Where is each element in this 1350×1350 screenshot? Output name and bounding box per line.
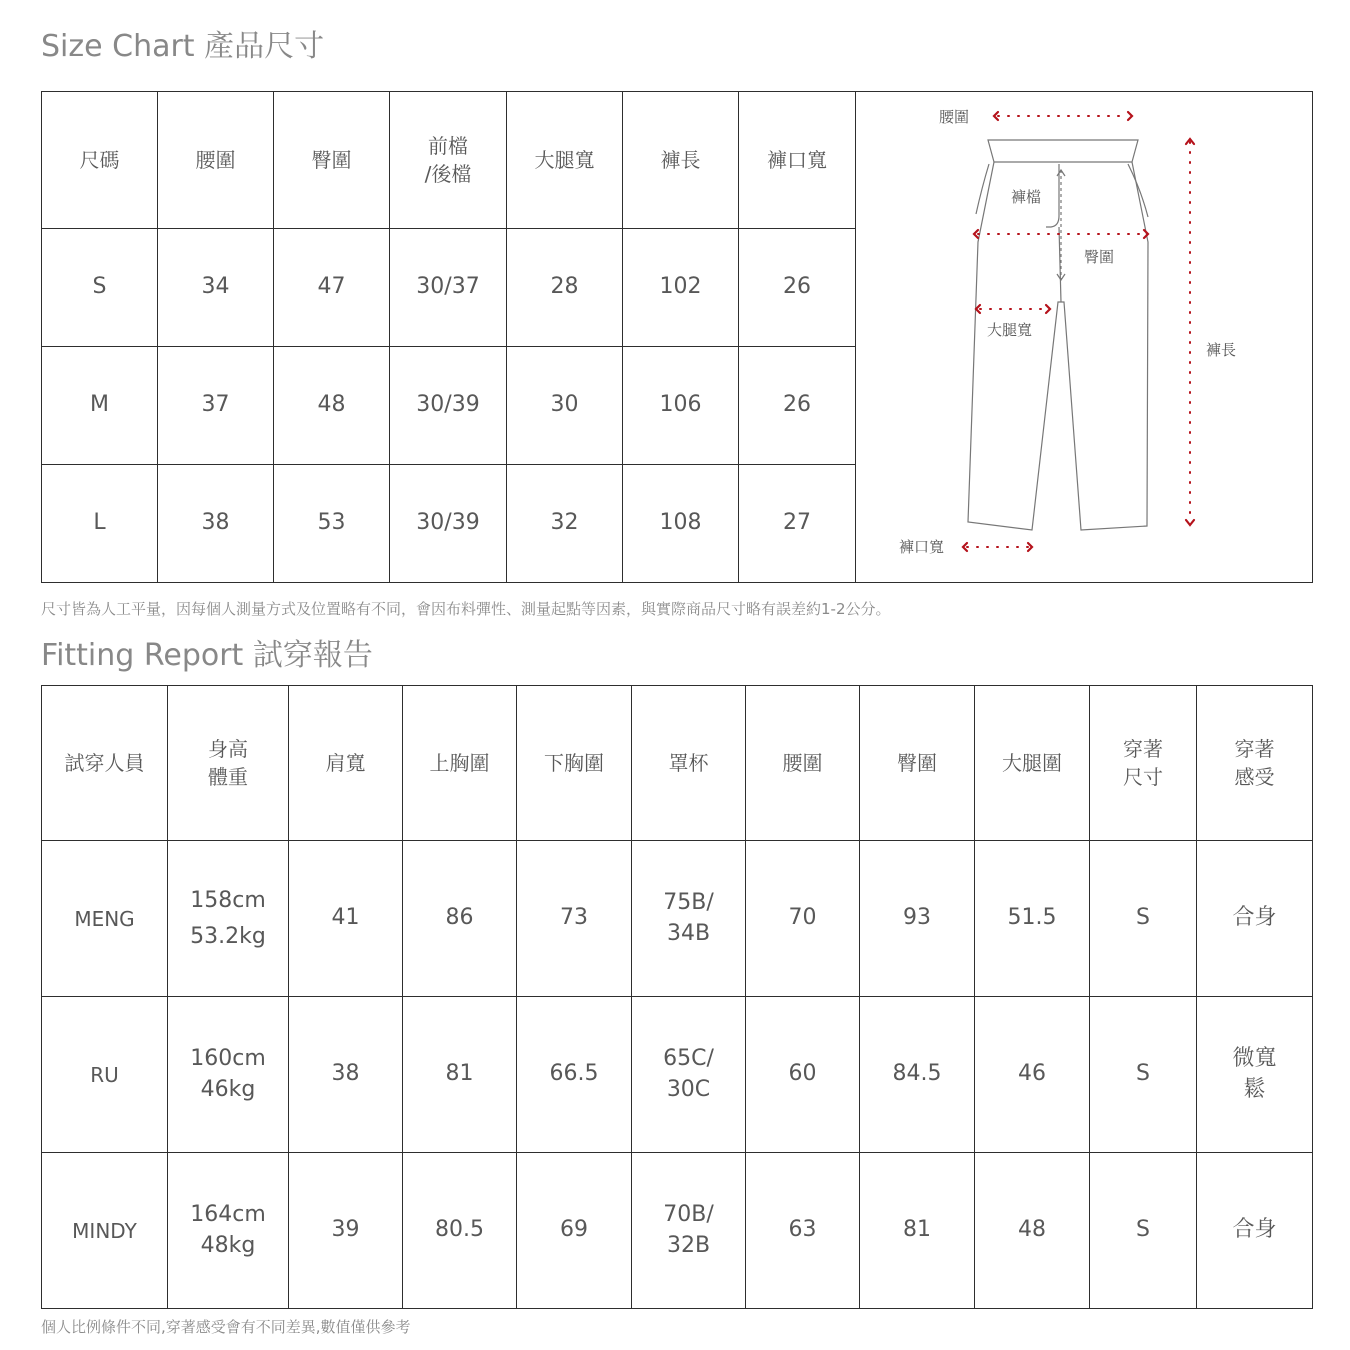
cell-hip: 81	[860, 1153, 975, 1309]
cell-size: L	[42, 465, 158, 583]
cell-weight: 53.2kg	[190, 923, 266, 949]
cell-wear-size: S	[1090, 997, 1197, 1153]
header-wear-feel-line1: 穿著	[1234, 737, 1275, 761]
header-person: 試穿人員	[42, 686, 168, 841]
cell-cup-line1: 70B/	[663, 1201, 714, 1227]
fitting-report-note: 個人比例條件不同,穿著感受會有不同差異,數值僅供參考	[41, 1318, 411, 1336]
cell-under-bust: 73	[517, 841, 632, 997]
cell-height: 160cm	[190, 1045, 266, 1071]
header-rise-back: /後檔	[424, 162, 472, 186]
cell-cup	[632, 841, 746, 997]
cell-weight: 48kg	[200, 1232, 256, 1258]
fitting-header-row	[42, 686, 1313, 841]
header-rise	[390, 92, 507, 229]
cell-waist: 34	[158, 229, 274, 347]
cell-name: RU	[42, 997, 168, 1153]
cell-hip: 53	[274, 465, 390, 583]
cell-height-weight	[168, 1153, 289, 1309]
header-hip: 臀圍	[860, 686, 975, 841]
header-upper-bust: 上胸圍	[403, 686, 517, 841]
cell-upper-bust: 80.5	[403, 1153, 517, 1309]
header-thigh: 大腿寬	[507, 92, 623, 229]
cell-rise: 30/39	[390, 465, 507, 583]
header-hip: 臀圍	[274, 92, 390, 229]
cell-hem: 27	[739, 465, 856, 583]
cell-cup	[632, 1153, 746, 1309]
fitting-report-table	[41, 685, 1313, 1309]
cell-waist: 70	[746, 841, 860, 997]
pants-diagram-cell	[856, 92, 1313, 583]
header-size: 尺碼	[42, 92, 158, 229]
cell-waist: 60	[746, 997, 860, 1153]
cell-waist: 38	[158, 465, 274, 583]
header-under-bust: 下胸圍	[517, 686, 632, 841]
cell-hem: 26	[739, 347, 856, 465]
header-waist: 腰圍	[158, 92, 274, 229]
cell-thigh: 30	[507, 347, 623, 465]
cell-waist: 37	[158, 347, 274, 465]
cell-cup-line2: 34B	[666, 920, 711, 946]
cell-cup-line2: 30C	[666, 1076, 711, 1102]
cell-hip: 84.5	[860, 997, 975, 1153]
label-waist: 腰圍	[939, 108, 970, 126]
cell-under-bust: 66.5	[517, 997, 632, 1153]
label-thigh: 大腿寬	[987, 321, 1033, 339]
cell-hip: 47	[274, 229, 390, 347]
cell-length: 108	[623, 465, 739, 583]
header-height-weight	[168, 686, 289, 841]
cell-wear-feel	[1197, 997, 1313, 1153]
cell-hip: 93	[860, 841, 975, 997]
cell-thigh: 46	[975, 997, 1090, 1153]
cell-size: M	[42, 347, 158, 465]
cell-wear-feel	[1197, 1153, 1313, 1309]
size-chart-table	[41, 91, 1313, 583]
header-wear-size-line2: 尺寸	[1123, 765, 1163, 789]
cell-height-weight	[168, 997, 289, 1153]
pants-measurement-diagram	[856, 92, 1311, 582]
rise-line	[1057, 170, 1065, 280]
cell-length: 106	[623, 347, 739, 465]
cell-rise: 30/37	[390, 229, 507, 347]
cell-shoulder: 41	[289, 841, 403, 997]
cell-shoulder: 38	[289, 997, 403, 1153]
cell-name: MINDY	[42, 1153, 168, 1309]
cell-wear-feel	[1197, 841, 1313, 997]
header-weight: 體重	[208, 765, 248, 789]
size-header-row	[42, 92, 1313, 229]
cell-thigh: 48	[975, 1153, 1090, 1309]
cell-height: 164cm	[190, 1201, 266, 1227]
header-wear-size	[1090, 686, 1197, 841]
cell-cup-line1: 75B/	[663, 889, 714, 915]
cell-feel-line1: 合身	[1232, 1217, 1277, 1243]
cell-wear-size: S	[1090, 841, 1197, 997]
header-thigh: 大腿圍	[975, 686, 1090, 841]
header-cup: 罩杯	[632, 686, 746, 841]
cell-hip: 48	[274, 347, 390, 465]
label-hem: 褲口寬	[899, 538, 945, 556]
header-rise-front: 前檔	[428, 134, 468, 158]
header-height: 身高	[208, 737, 248, 761]
header-wear-feel	[1197, 686, 1313, 841]
size-chart-note: 尺寸皆為人工平量，因每個人測量方式及位置略有不同，會因布料彈性、測量起點等因素，與實際商品尺寸略有誤差約1-2公分。	[41, 600, 891, 618]
cell-hem: 26	[739, 229, 856, 347]
header-wear-feel-line2: 感受	[1234, 765, 1275, 789]
header-waist: 腰圍	[746, 686, 860, 841]
cell-under-bust: 69	[517, 1153, 632, 1309]
cell-name: MENG	[42, 841, 168, 997]
fitting-row	[42, 1153, 1313, 1309]
cell-cup-line1: 65C/	[663, 1045, 714, 1071]
label-rise: 褲檔	[1011, 188, 1042, 206]
header-length: 褲長	[623, 92, 739, 229]
diagram-labels	[899, 108, 1236, 556]
label-length: 褲長	[1206, 341, 1237, 359]
fitting-report-title: Fitting Report 試穿報告	[41, 638, 373, 673]
label-hip: 臀圍	[1084, 248, 1115, 266]
cell-upper-bust: 81	[403, 997, 517, 1153]
cell-rise: 30/39	[390, 347, 507, 465]
cell-upper-bust: 86	[403, 841, 517, 997]
cell-feel-line1: 合身	[1232, 905, 1277, 931]
cell-height: 158cm	[190, 888, 266, 914]
cell-size: S	[42, 229, 158, 347]
cell-cup-line2: 32B	[666, 1232, 711, 1258]
cell-height-weight	[168, 841, 289, 997]
size-chart-title: Size Chart 產品尺寸	[41, 29, 325, 64]
cell-shoulder: 39	[289, 1153, 403, 1309]
cell-waist: 63	[746, 1153, 860, 1309]
cell-feel-line2: 鬆	[1243, 1076, 1266, 1102]
cell-weight: 46kg	[200, 1076, 256, 1102]
fitting-row	[42, 997, 1313, 1153]
cell-cup	[632, 997, 746, 1153]
cell-feel-line1: 微寬	[1232, 1045, 1277, 1071]
cell-thigh: 28	[507, 229, 623, 347]
fitting-row	[42, 841, 1313, 997]
header-hem: 褲口寬	[739, 92, 856, 229]
cell-thigh: 51.5	[975, 841, 1090, 997]
cell-wear-size: S	[1090, 1153, 1197, 1309]
cell-length: 102	[623, 229, 739, 347]
header-wear-size-line1: 穿著	[1123, 737, 1163, 761]
header-shoulder: 肩寬	[289, 686, 403, 841]
cell-thigh: 32	[507, 465, 623, 583]
